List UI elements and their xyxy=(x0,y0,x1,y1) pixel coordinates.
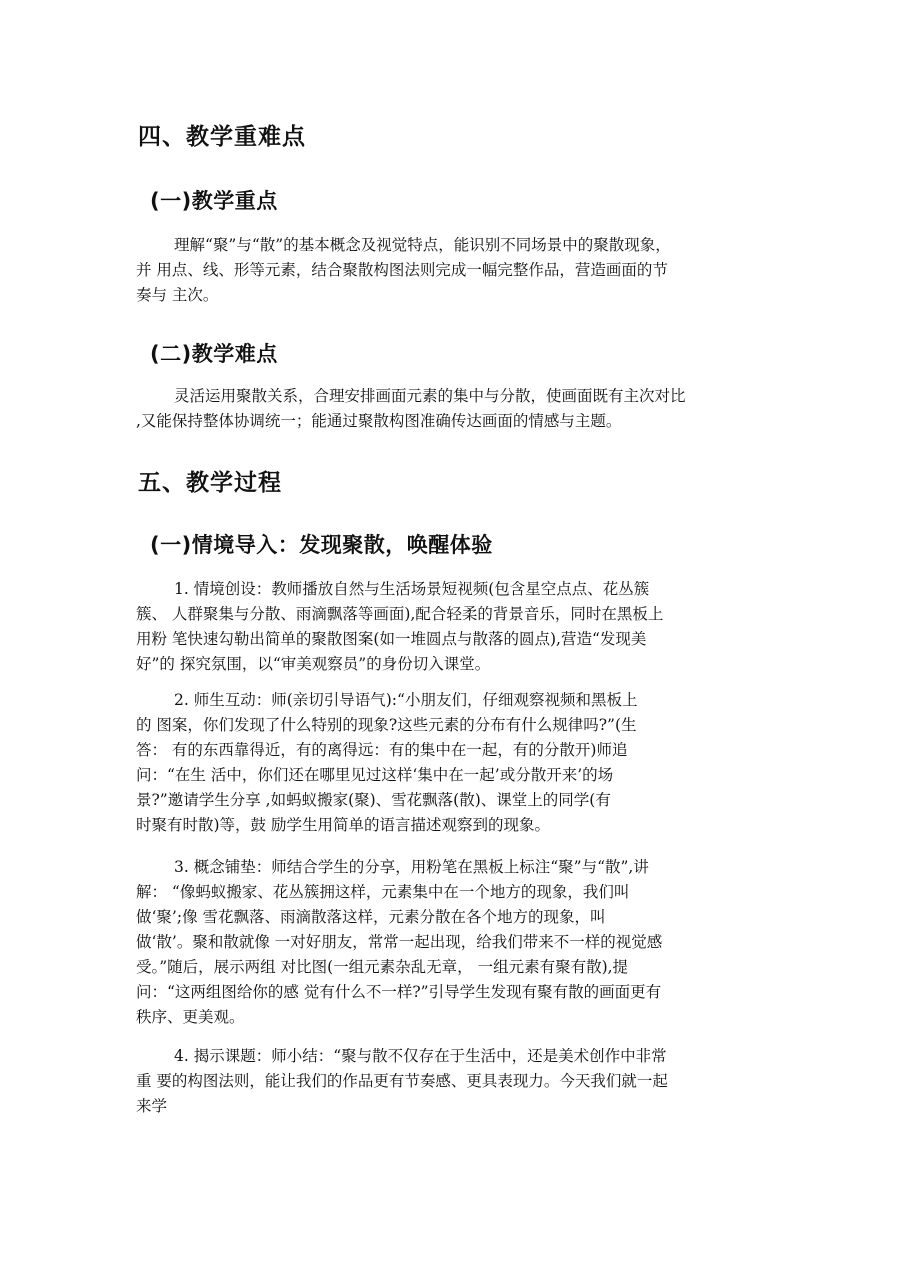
paragraph-line: 好”的 探究氛围，以“审美观察员”的身份切入课堂。 xyxy=(136,655,491,673)
paragraph-line: 做‘散’。聚和散就像 一对好朋友，常常一起出现，给我们带来不一样的视觉感 xyxy=(136,933,663,951)
paragraph-line: 答： 有的东西靠得近，有的离得远：有的集中在一起，有的分散开)师追 xyxy=(136,741,628,759)
paragraph-line: 做‘聚’;像 雪花飘落、雨滴散落这样，元素分散在各个地方的现象，叫 xyxy=(136,908,606,926)
paragraph-line: 用粉 笔快速勾勒出简单的聚散图案(如一堆圆点与散落的圆点),营造“发现美 xyxy=(136,630,647,648)
paragraph-line: 3. 概念铺垫：师结合学生的分享，用粉笔在黑板上标注“聚”与“散”,讲 xyxy=(174,858,649,876)
section-4-heading: 四、教学重难点 xyxy=(138,124,306,150)
paragraph-line: 景?”邀请学生分享 ,如蚂蚁搬家(聚)、雪花飘落(散)、课堂上的同学(有 xyxy=(136,791,611,809)
section-4-sub1-heading: (一)教学重点 xyxy=(150,189,278,213)
section-5-heading: 五、教学过程 xyxy=(138,470,282,496)
paragraph-line: 重 要的构图法则，能让我们的作品更有节奏感、更具表现力。今天我们就一起 xyxy=(136,1072,668,1090)
paragraph-line: 簇、 人群聚集与分散、雨滴飘落等画面),配合轻柔的背景音乐，同时在黑板上 xyxy=(136,605,664,623)
paragraph-line: 奏与 主次。 xyxy=(136,286,219,304)
process-item-1 xyxy=(136,577,781,677)
paragraph-line: 问：“在生 活中，你们还在哪里见过这样‘集中在一起’或分散开来’的场 xyxy=(136,766,614,784)
paragraph-line: 2. 师生互动：师(亲切引导语气):“小朋友们，仔细观察视频和黑板上 xyxy=(174,691,638,709)
key-points-paragraph xyxy=(136,233,781,308)
paragraph-line: 来学 xyxy=(136,1097,168,1115)
paragraph-line: 的 图案，你们发现了什么特别的现象?这些元素的分布有什么规律吗?”(生 xyxy=(136,716,637,734)
section-4-sub2-heading: (二)教学难点 xyxy=(150,342,278,366)
paragraph-line: 并 用点、线、形等元素，结合聚散构图法则完成一幅完整作品，营造画面的节 xyxy=(136,261,668,279)
paragraph-line: 1. 情境创设：教师播放自然与生活场景短视频(包含星空点点、花丛簇 xyxy=(174,580,650,598)
paragraph-line: 秩序、更美观。 xyxy=(136,1008,245,1026)
paragraph-line: 灵活运用聚散关系，合理安排画面元素的集中与分散，使画面既有主次对比 xyxy=(174,387,686,405)
process-item-4 xyxy=(136,1044,781,1119)
paragraph-line: 解： “像蚂蚁搬家、花丛簇拥这样，元素集中在一个地方的现象，我们叫 xyxy=(136,883,630,901)
paragraph-line: 理解“聚”与“散”的基本概念及视觉特点，能识别不同场景中的聚散现象， xyxy=(174,236,671,254)
process-item-3 xyxy=(136,855,781,1030)
paragraph-line: 4. 揭示课题：师小结：“聚与散不仅存在于生活中，还是美术创作中非常 xyxy=(174,1047,667,1065)
paragraph-line: ,又能保持整体协调统一；能通过聚散构图准确传达画面的情感与主题。 xyxy=(136,412,622,430)
paragraph-line: 受。”随后，展示两组 对比图(一组元素杂乱无章， 一组元素有聚有散),提 xyxy=(136,958,629,976)
process-item-2 xyxy=(136,688,781,838)
paragraph-line: 时聚有时散)等，鼓 励学生用简单的语言描述观察到的现象。 xyxy=(136,816,550,834)
section-5-sub1-heading: (一)情境导入：发现聚散，唤醒体验 xyxy=(150,533,493,557)
paragraph-line: 问：“这两组图给你的感 觉有什么不一样?”引导学生发现有聚有散的画面更有 xyxy=(136,983,662,1001)
difficulties-paragraph xyxy=(136,384,781,434)
